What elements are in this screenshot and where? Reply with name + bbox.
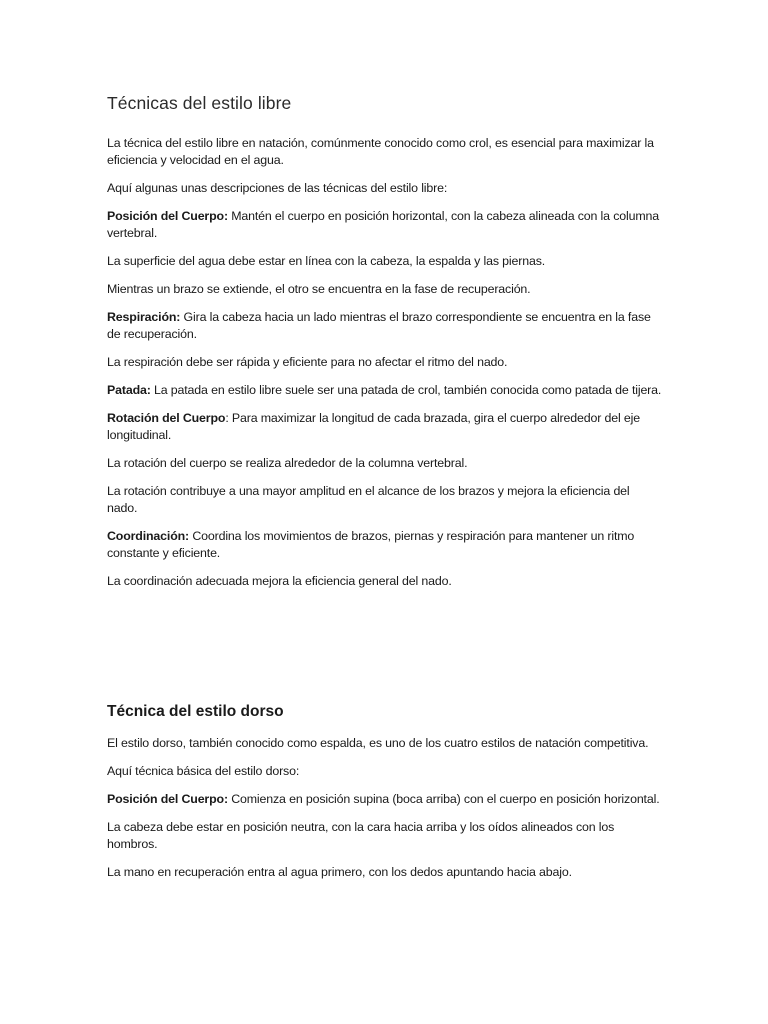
section-backstroke: [107, 703, 663, 892]
paragraph-lead: Aquí técnica básica del estilo dorso:: [107, 764, 300, 778]
paragraph: La mano en recuperación entra al agua primero, con los dedos apuntando hacia abajo.: [107, 865, 572, 879]
term-label: Posición del Cuerpo:: [107, 209, 228, 223]
paragraph-coordination: [107, 528, 663, 562]
paragraph-rotation: [107, 410, 663, 444]
term-text: Comienza en posición supina (boca arriba) con el cuerpo en posición horizontal.: [227, 792, 660, 806]
paragraph-body-position: [107, 791, 663, 808]
section-title: Técnica del estilo dorso: [107, 703, 284, 720]
term-label: Rotación del Cuerpo: [107, 411, 226, 425]
section-freestyle: [107, 93, 663, 601]
paragraph: La rotación contribuye a una mayor amplitud en el alcance de los brazos y mejora la eficiencia del nado.: [107, 484, 630, 515]
term-label: Patada:: [107, 383, 151, 397]
paragraph: La rotación del cuerpo se realiza alrededor de la columna vertebral.: [107, 456, 468, 470]
term-text: Mantén el cuerpo en posición horizontal, con la cabeza alineada con la columna vertebral.: [107, 209, 659, 240]
paragraph: Mientras un brazo se extiende, el otro se encuentra en la fase de recuperación.: [107, 282, 531, 296]
term-text: Gira la cabeza hacia un lado mientras el brazo correspondiente se encuentra en la fase de recuperación.: [107, 310, 651, 341]
term-text: : Para maximizar la longitud de cada brazada, gira el cuerpo alrededor del eje longitudinal.: [107, 411, 640, 442]
term-label: Coordinación:: [107, 529, 190, 543]
paragraph-kick: [107, 382, 663, 399]
paragraph-intro: La técnica del estilo libre en natación, comúnmente conocido como crol, es esencial para maximizar la eficiencia y velocidad en el agua.: [107, 136, 654, 167]
term-label: Respiración:: [107, 310, 181, 324]
term-text: La patada en estilo libre suele ser una patada de crol, también conocida como patada de tijera.: [150, 383, 662, 397]
paragraph-intro: El estilo dorso, también conocido como espalda, es uno de los cuatro estilos de natación competitiva.: [107, 736, 649, 750]
term-text: Coordina los movimientos de brazos, piernas y respiración para mantener un ritmo constante y eficiente.: [107, 529, 635, 560]
paragraph-body-position: [107, 208, 663, 242]
term-label: Posición del Cuerpo:: [107, 792, 228, 806]
paragraph-lead: Aquí algunas unas descripciones de las técnicas del estilo libre:: [107, 181, 448, 195]
paragraph: La superficie del agua debe estar en línea con la cabeza, la espalda y las piernas.: [107, 254, 546, 268]
paragraph: La cabeza debe estar en posición neutra, con la cara hacia arriba y los oídos alineados con los hombros.: [107, 820, 615, 851]
section-title: Técnicas del estilo libre: [107, 93, 292, 113]
paragraph: La respiración debe ser rápida y eficiente para no afectar el ritmo del nado.: [107, 355, 508, 369]
paragraph: La coordinación adecuada mejora la eficiencia general del nado.: [107, 574, 452, 588]
paragraph-breathing: [107, 309, 663, 343]
